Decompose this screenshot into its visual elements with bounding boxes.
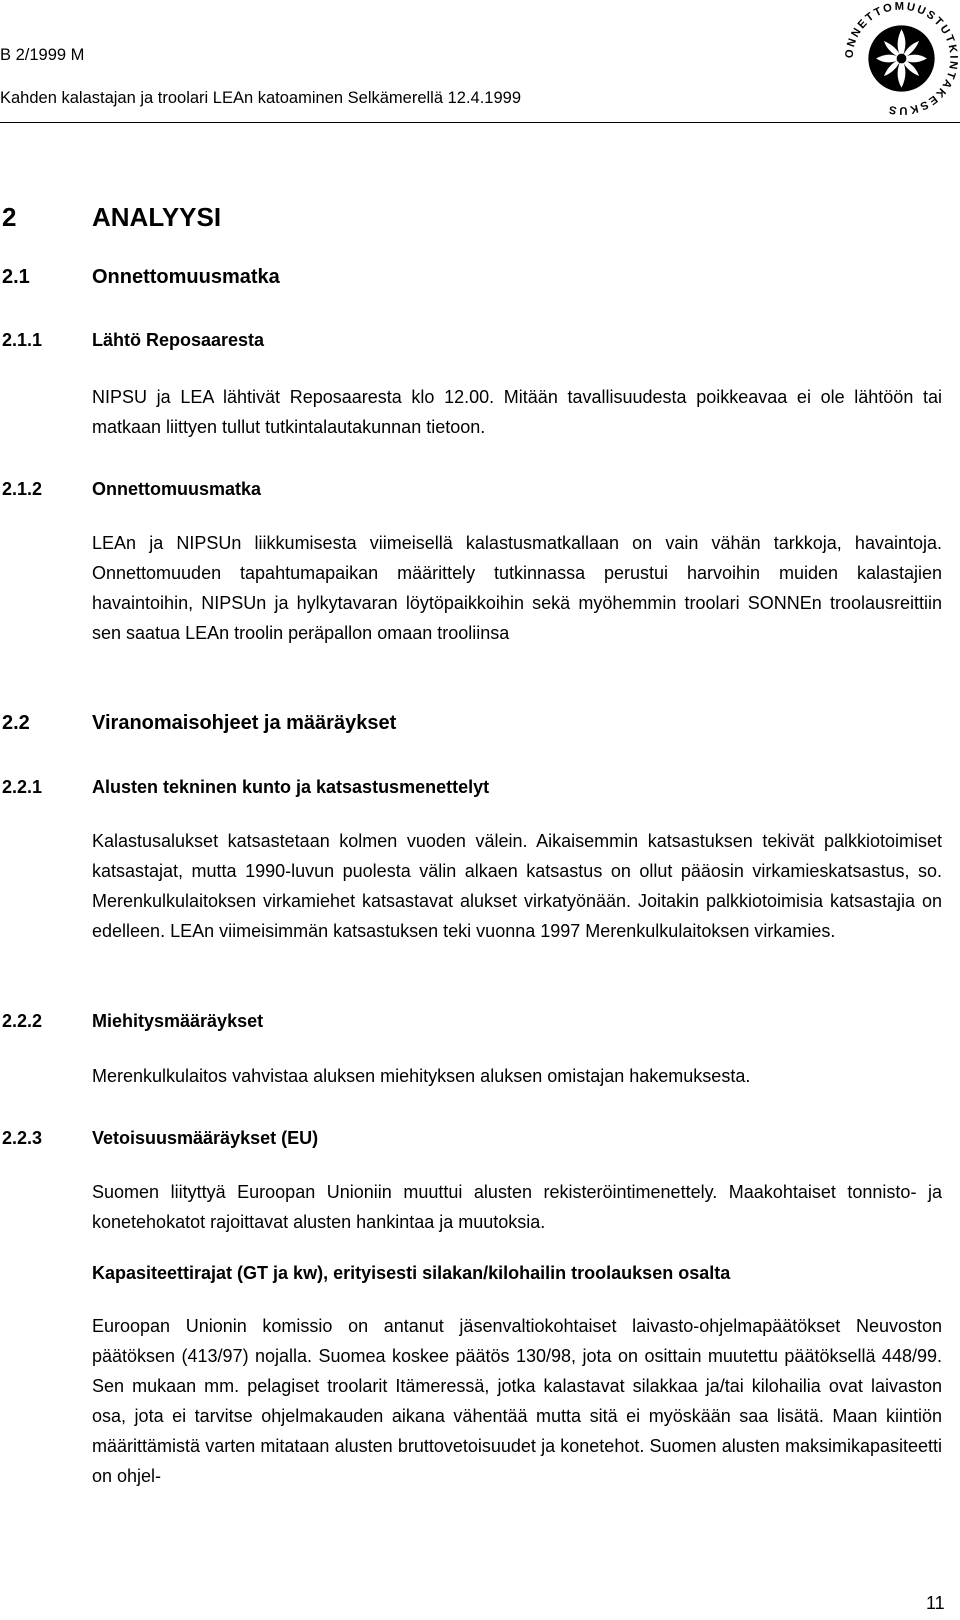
- section-title: Onnettomuusmatka: [92, 266, 280, 288]
- paragraph-tonnage: Suomen liityttyä Euroopan Unioniin muuttui alusten rekisteröintimenettely. Maakohtaiset tonnisto- ja konetehokatot rajoittavat alusten hankintaa ja muutoksia.: [92, 1182, 942, 1232]
- section-number: 2.1.2: [2, 479, 43, 499]
- svg-text:ONNETTOMUUSTUTKINTAKESKUS: ONNETTOMUUSTUTKINTAKESKUS: [843, 0, 960, 117]
- section-title: Miehitysmääräykset: [92, 1011, 264, 1031]
- section-number: 2: [2, 202, 17, 232]
- section-number: 2.2.2: [2, 1011, 43, 1031]
- paragraph-accident-voyage: LEAn ja NIPSUn liikkumisesta viimeisellä kalastusmatkallaan on vain vähän tarkkoja, havaintoja. Onnettomuuden tapahtumapaikan määrittely tutkinnassa perustui harvoihin muiden kalastajien havaintoihin, NIPSUn ja hylkytavaran löytöpaikkoihin sekä myöhemmin troolari SONNEn troolausreittiin sen saatua LEAn troolin peräpallon omaan trooliinsa: [92, 533, 942, 643]
- section-number: 2.2: [2, 712, 30, 734]
- header-divider: [0, 122, 960, 123]
- onnettomuustutkintakeskus-logo-icon: [843, 0, 960, 117]
- paragraph-inspection: Kalastusalukset katsastetaan kolmen vuoden välein. Aikaisemmin katsastuksen tekivät palkkiotoimiset katsastajat, mutta 1990-luvun puolesta välin alkaen katsastus on ollut pääosin virkamieskatsastus, so. Merenkulkulaitoksen virkamiehet katsastavat alukset virkatyönään. Joitakin palkkiotoimisia katsastajia on edelleen. LEAn viimeisimmän katsastuksen teki vuonna 1997 Merenkulkulaitoksen virkamies.: [92, 831, 942, 941]
- section-number: 2.2.3: [2, 1128, 43, 1148]
- section-number: 2.2.1: [2, 777, 43, 797]
- section-title: Alusten tekninen kunto ja katsastusmenettelyt: [92, 777, 490, 797]
- section-number: 2.1.1: [2, 330, 43, 350]
- paragraph-capacity: Euroopan Unionin komissio on antanut jäsenvaltiokohtaiset laivasto-ohjelmapäätökset Neuvoston päätöksen (413/97) nojalla. Suomea koskee päätös 130/98, jota on osittain muutettu päätöksellä 448/99. Sen mukaan mm. pelagiset troolarit Itämeressä, jotka kalastavat silakkaa ja/tai kilohailia ovat laivaston osa, jota ei tarvitse ohjelmakauden aikana vähentää mutta sitä ei myöskään saa lisätä. Maan kiintiön määrittämistä varten mitataan alusten bruttovetoisuudet ja konetehot. Suomen alusten maksimikapasiteetti on ohjel-: [92, 1316, 942, 1486]
- section-title: Viranomaisohjeet ja määräykset: [92, 712, 397, 734]
- document-title: Kahden kalastajan ja troolari LEAn katoaminen Selkämerellä 12.4.1999: [0, 89, 521, 107]
- page-number: 11: [926, 1593, 945, 1613]
- section-title: ANALYYSI: [92, 202, 222, 232]
- section-number: 2.1: [2, 266, 30, 288]
- heading-capacity-limits: Kapasiteettirajat (GT ja kw), erityisesti silakan/kilohailin troolauksen osalta: [92, 1263, 731, 1283]
- section-title: Lähtö Reposaaresta: [92, 330, 265, 350]
- section-title: Onnettomuusmatka: [92, 479, 262, 499]
- section-title: Vetoisuusmääräykset (EU): [92, 1128, 319, 1148]
- paragraph-manning: Merenkulkulaitos vahvistaa aluksen miehityksen aluksen omistajan hakemuksesta.: [92, 1066, 751, 1086]
- paragraph-departure: NIPSU ja LEA lähtivät Reposaaresta klo 12.00. Mitään tavallisuudesta poikkeavaa ei ole lähtöön tai matkaan liittyen tullut tutkintalautakunnan tietoon.: [92, 387, 942, 437]
- document-id: B 2/1999 M: [0, 46, 85, 64]
